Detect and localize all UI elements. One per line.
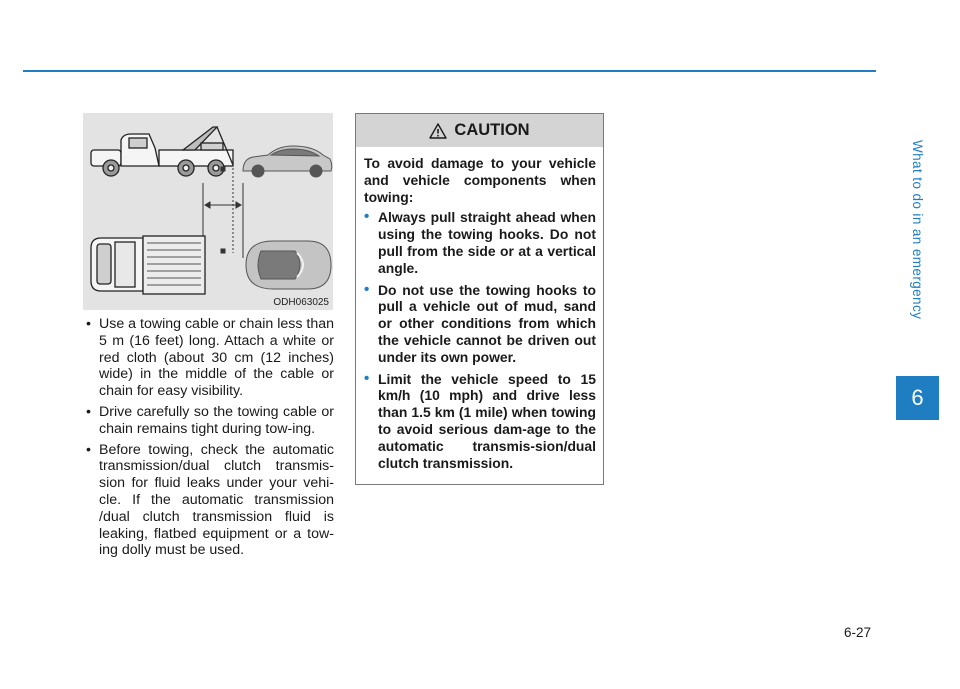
pickup-truck-top-view [91,236,205,294]
section-title: What to do in an emergency [910,140,925,320]
caution-title: CAUTION [454,121,530,139]
list-item [364,282,596,366]
list-item-text: Before towing, check the automatic transmission/dual clutch transmis-sion for fluid leaks under your vehi-cle. If the automatic transmission /dual clutch transmission fluid is leaking, flatbed equipment or a tow-ing dolly must be used. [99,441,334,559]
tow-truck-towing-car-illustration [83,113,333,310]
caution-box [355,113,604,485]
towing-illustration [83,113,333,310]
list-item-text: Drive carefully so the towing cable or chain remains tight during tow-ing. [99,403,334,437]
figure-code: ODH063025 [273,297,329,308]
bullet-icon: • [86,403,91,420]
caution-intro: To avoid damage to your vehicle and vehicle components when towing: [364,155,596,205]
page-number: 6-27 [844,625,872,640]
bullet-icon: • [364,280,370,298]
list-item-text: Always pull straight ahead when using the towing hooks. Do not pull from the side or at a vertical angle. [378,209,596,276]
towed-car-top-view [246,241,331,289]
list-item [83,442,334,560]
caution-list [364,209,596,471]
towing-instructions-list [83,316,334,563]
chapter-tab[interactable] [896,376,939,420]
towed-car-side-view [243,146,332,177]
header-rule [23,70,876,72]
warning-triangle-icon [429,123,447,139]
list-item-text: Limit the vehicle speed to 15 km/h (10 mph) and drive less than 1.5 km (1 mile) when towing to avoid serious dam-age to the automatic transmis-sion/dual clutch transmission. [378,370,596,471]
bullet-icon: • [86,316,91,332]
list-item-text: Do not use the towing hooks to pull a vehicle out of mud, sand or other conditions from which the vehicle cannot be driven out under its own power. [378,281,596,365]
bullet-icon: • [364,208,370,226]
caution-body [356,147,603,471]
distance-dimension [203,167,243,258]
list-item-text: Use a towing cable or chain less than 5 m (16 feet) long. Attach a white or red cloth (about 30 cm (12 inches) wide) in the middle of the cable or chain for easy visibility. [99,316,335,400]
bullet-icon: • [364,369,370,387]
list-item [83,316,334,400]
chapter-number: 6 [911,385,924,410]
bullet-icon: • [86,441,91,458]
list-item [83,404,334,438]
tow-truck-side-view [91,127,233,176]
list-item [364,371,596,472]
list-item [364,209,596,276]
caution-header [356,114,603,147]
